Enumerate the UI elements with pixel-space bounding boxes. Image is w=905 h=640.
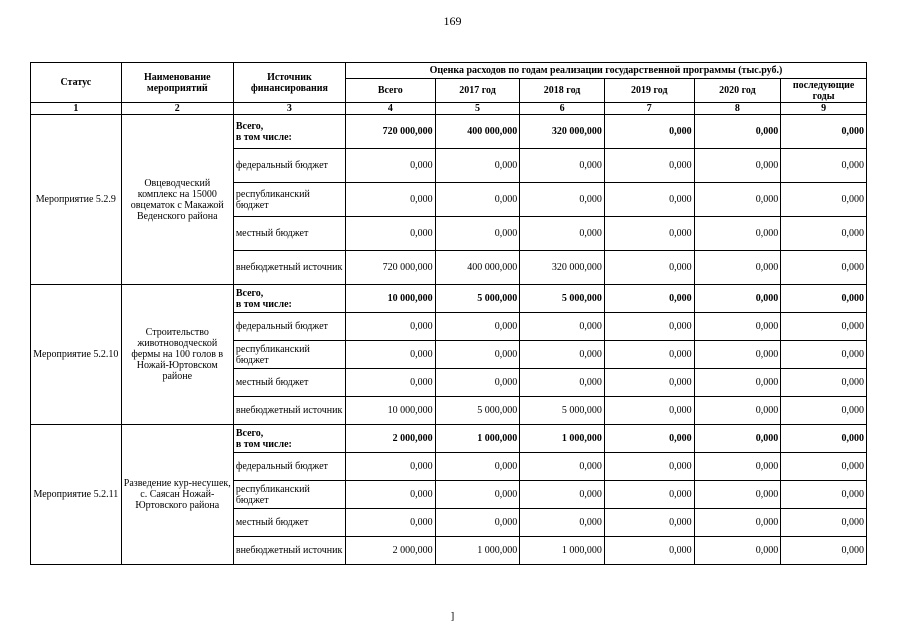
row-measure-name: Разведение кур-несушек, с. Саясан Ножай-Юртовского района — [121, 425, 233, 565]
amount-cell: 320 000,000 — [520, 251, 605, 285]
amount-cell: 0,000 — [694, 251, 781, 285]
table-row — [31, 425, 867, 453]
amount-cell: 0,000 — [435, 217, 520, 251]
amount-cell: 0,000 — [781, 217, 867, 251]
amount-cell: 0,000 — [345, 313, 435, 341]
funding-source: местный бюджет — [233, 509, 345, 537]
funding-source: республиканский бюджет — [233, 341, 345, 369]
header-year-2020: 2020 год — [694, 79, 781, 103]
amount-cell: 0,000 — [694, 453, 781, 481]
funding-source: федеральный бюджет — [233, 149, 345, 183]
amount-cell: 0,000 — [781, 453, 867, 481]
amount-cell: 0,000 — [604, 453, 694, 481]
amount-cell: 0,000 — [781, 251, 867, 285]
header-year-2019: 2019 год — [604, 79, 694, 103]
amount-cell: 0,000 — [520, 183, 605, 217]
amount-cell: 0,000 — [604, 149, 694, 183]
header-estimate-title: Оценка расходов по годам реализации государственной программы (тыс.руб.) — [345, 63, 866, 79]
funding-source: внебюджетный источник — [233, 251, 345, 285]
funding-source: Всего, в том числе: — [233, 285, 345, 313]
table-row — [31, 285, 867, 313]
amount-cell: 0,000 — [435, 453, 520, 481]
amount-cell: 0,000 — [604, 537, 694, 565]
header-year-later: последующие годы — [781, 79, 867, 103]
amount-cell: 0,000 — [520, 217, 605, 251]
amount-cell: 0,000 — [604, 369, 694, 397]
amount-cell: 0,000 — [345, 149, 435, 183]
funding-source: федеральный бюджет — [233, 453, 345, 481]
funding-source: внебюджетный источник — [233, 397, 345, 425]
row-measure-name: Строительство животноводческой фермы на 100 голов в Ножай-Юртовском районе — [121, 285, 233, 425]
amount-cell: 0,000 — [604, 341, 694, 369]
amount-cell: 1 000,000 — [435, 537, 520, 565]
funding-source: республиканский бюджет — [233, 481, 345, 509]
column-index: 8 — [694, 103, 781, 115]
amount-cell: 0,000 — [520, 313, 605, 341]
amount-cell: 2 000,000 — [345, 425, 435, 453]
funding-source: федеральный бюджет — [233, 313, 345, 341]
amount-cell: 0,000 — [604, 115, 694, 149]
page-number: 169 — [443, 14, 462, 28]
amount-cell: 720 000,000 — [345, 251, 435, 285]
amount-cell: 5 000,000 — [435, 285, 520, 313]
amount-cell: 320 000,000 — [520, 115, 605, 149]
funding-source: Всего, в том числе: — [233, 115, 345, 149]
amount-cell: 1 000,000 — [435, 425, 520, 453]
header-source: Источник финансирования — [233, 63, 345, 103]
amount-cell: 0,000 — [520, 341, 605, 369]
amount-cell: 0,000 — [345, 509, 435, 537]
amount-cell: 0,000 — [781, 285, 867, 313]
amount-cell: 0,000 — [604, 509, 694, 537]
amount-cell: 0,000 — [694, 397, 781, 425]
amount-cell: 0,000 — [694, 149, 781, 183]
column-index: 9 — [781, 103, 867, 115]
amount-cell: 0,000 — [435, 313, 520, 341]
amount-cell: 0,000 — [694, 115, 781, 149]
amount-cell: 5 000,000 — [435, 397, 520, 425]
amount-cell: 0,000 — [345, 369, 435, 397]
amount-cell: 0,000 — [520, 509, 605, 537]
amount-cell: 0,000 — [694, 369, 781, 397]
amount-cell: 0,000 — [604, 285, 694, 313]
footer-mark: ] — [450, 610, 455, 622]
table-body — [31, 115, 867, 565]
row-status: Мероприятие 5.2.11 — [31, 425, 122, 565]
amount-cell: 0,000 — [694, 537, 781, 565]
amount-cell: 0,000 — [345, 481, 435, 509]
column-index: 7 — [604, 103, 694, 115]
table-row — [31, 115, 867, 149]
amount-cell: 0,000 — [435, 341, 520, 369]
amount-cell: 0,000 — [345, 453, 435, 481]
header-measure: Наименование мероприятий — [121, 63, 233, 103]
amount-cell: 0,000 — [781, 115, 867, 149]
amount-cell: 400 000,000 — [435, 115, 520, 149]
amount-cell: 0,000 — [520, 481, 605, 509]
amount-cell: 0,000 — [604, 397, 694, 425]
column-index: 6 — [520, 103, 605, 115]
column-index: 5 — [435, 103, 520, 115]
amount-cell: 0,000 — [345, 183, 435, 217]
funding-source: Всего, в том числе: — [233, 425, 345, 453]
amount-cell: 0,000 — [435, 149, 520, 183]
header-status: Статус — [31, 63, 122, 103]
amount-cell: 0,000 — [781, 369, 867, 397]
header-year-total: Всего — [345, 79, 435, 103]
amount-cell: 0,000 — [345, 341, 435, 369]
column-index: 3 — [233, 103, 345, 115]
amount-cell: 0,000 — [604, 251, 694, 285]
amount-cell: 0,000 — [694, 313, 781, 341]
amount-cell: 0,000 — [435, 509, 520, 537]
amount-cell: 5 000,000 — [520, 285, 605, 313]
amount-cell: 0,000 — [694, 509, 781, 537]
row-status: Мероприятие 5.2.10 — [31, 285, 122, 425]
header-year-2017: 2017 год — [435, 79, 520, 103]
amount-cell: 0,000 — [781, 149, 867, 183]
amount-cell: 0,000 — [435, 183, 520, 217]
amount-cell: 0,000 — [781, 509, 867, 537]
funding-source: внебюджетный источник — [233, 537, 345, 565]
amount-cell: 0,000 — [694, 341, 781, 369]
amount-cell: 0,000 — [520, 369, 605, 397]
column-index: 2 — [121, 103, 233, 115]
amount-cell: 0,000 — [781, 397, 867, 425]
funding-source: местный бюджет — [233, 217, 345, 251]
amount-cell: 0,000 — [604, 313, 694, 341]
column-index: 4 — [345, 103, 435, 115]
amount-cell: 0,000 — [604, 425, 694, 453]
amount-cell: 0,000 — [435, 369, 520, 397]
amount-cell: 0,000 — [694, 217, 781, 251]
funding-source: республиканский бюджет — [233, 183, 345, 217]
amount-cell: 5 000,000 — [520, 397, 605, 425]
row-status: Мероприятие 5.2.9 — [31, 115, 122, 285]
amount-cell: 0,000 — [345, 217, 435, 251]
amount-cell: 0,000 — [435, 481, 520, 509]
amount-cell: 0,000 — [694, 481, 781, 509]
amount-cell: 10 000,000 — [345, 285, 435, 313]
amount-cell: 0,000 — [694, 425, 781, 453]
amount-cell: 400 000,000 — [435, 251, 520, 285]
amount-cell: 0,000 — [520, 149, 605, 183]
column-index: 1 — [31, 103, 122, 115]
amount-cell: 0,000 — [694, 285, 781, 313]
amount-cell: 0,000 — [781, 425, 867, 453]
amount-cell: 1 000,000 — [520, 425, 605, 453]
amount-cell: 1 000,000 — [520, 537, 605, 565]
amount-cell: 0,000 — [604, 183, 694, 217]
amount-cell: 0,000 — [781, 537, 867, 565]
amount-cell: 0,000 — [781, 183, 867, 217]
amount-cell: 0,000 — [520, 453, 605, 481]
amount-cell: 0,000 — [604, 217, 694, 251]
amount-cell: 720 000,000 — [345, 115, 435, 149]
amount-cell: 0,000 — [781, 481, 867, 509]
amount-cell: 2 000,000 — [345, 537, 435, 565]
amount-cell: 10 000,000 — [345, 397, 435, 425]
amount-cell: 0,000 — [781, 313, 867, 341]
amount-cell: 0,000 — [781, 341, 867, 369]
budget-table — [30, 62, 867, 565]
amount-cell: 0,000 — [694, 183, 781, 217]
funding-source: местный бюджет — [233, 369, 345, 397]
row-measure-name: Овцеводческий комплекс на 15000 овцематок с Макажой Веденского района — [121, 115, 233, 285]
amount-cell: 0,000 — [604, 481, 694, 509]
header-year-2018: 2018 год — [520, 79, 605, 103]
